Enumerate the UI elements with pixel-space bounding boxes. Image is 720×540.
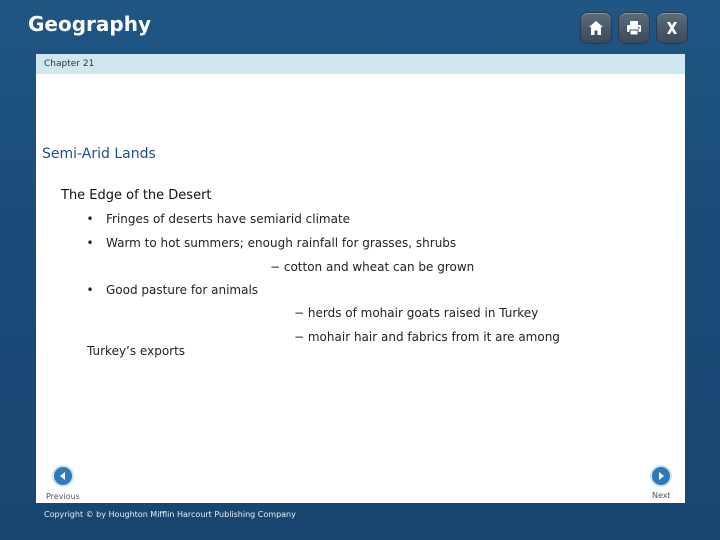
bullet-item <box>86 283 258 297</box>
copyright-text: Copyright © by Houghton Mifflin Harcourt Publishing Company <box>44 509 296 519</box>
bullet-item <box>86 212 350 226</box>
home-icon <box>586 18 606 38</box>
subpoint: − herds of mohair goats raised in Turkey <box>294 306 539 320</box>
bullet-text: Warm to hot summers; enough rainfall for grasses, shrubs <box>106 236 457 250</box>
close-button[interactable] <box>656 12 688 44</box>
top-toolbar <box>580 12 688 44</box>
bullet-text: Good pasture for animals <box>106 283 259 297</box>
exports-text: Turkey’s exports <box>87 344 186 358</box>
bullet-item <box>86 236 456 250</box>
slide-content <box>36 74 685 503</box>
section-title: Semi-Arid Lands <box>42 146 156 162</box>
arrow-right-icon <box>656 471 666 481</box>
print-button[interactable] <box>618 12 650 44</box>
bullet-symbol: • <box>86 236 94 250</box>
home-button[interactable] <box>580 12 612 44</box>
print-icon <box>624 18 644 38</box>
subpoint: − mohair hair and fabrics from it are among <box>294 330 560 344</box>
chapter-bar <box>36 54 685 74</box>
app-title: Geography <box>28 12 151 36</box>
bullet-text: Fringes of deserts have semiarid climate <box>106 212 351 226</box>
subpoint: − cotton and wheat can be grown <box>270 260 475 274</box>
previous-button[interactable] <box>52 465 74 487</box>
bullet-symbol: • <box>86 283 94 297</box>
footer <box>36 503 685 525</box>
bullet-symbol: • <box>86 212 94 226</box>
next-label[interactable]: Next <box>652 491 671 500</box>
arrow-left-icon <box>58 471 68 481</box>
close-icon <box>662 18 682 38</box>
slide-heading: The Edge of the Desert <box>61 188 212 203</box>
previous-label[interactable]: Previous <box>46 492 80 501</box>
chapter-label: Chapter 21 <box>44 59 95 69</box>
next-button[interactable] <box>650 465 672 487</box>
